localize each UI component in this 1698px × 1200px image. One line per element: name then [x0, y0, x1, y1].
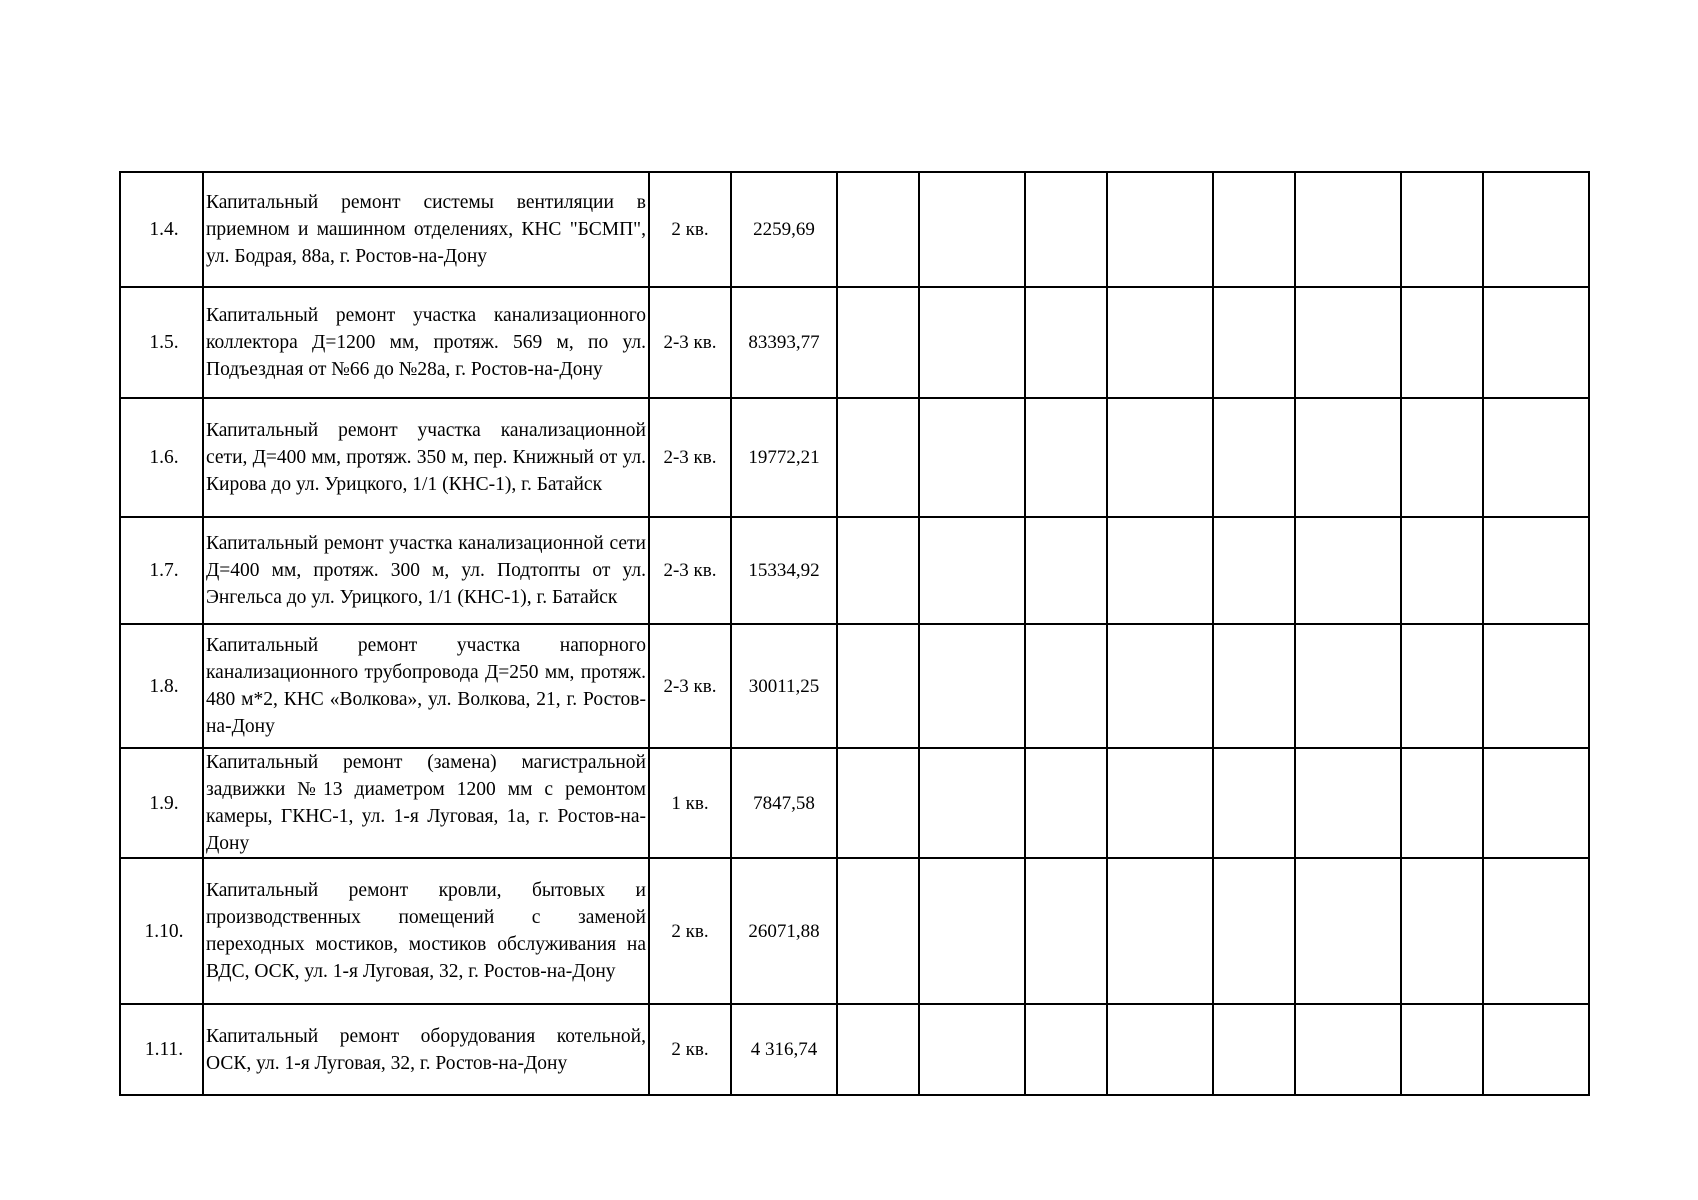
row-number: 1.8.: [120, 624, 203, 748]
amount-cell: 26071,88: [731, 858, 837, 1004]
amount-cell: 4 316,74: [731, 1004, 837, 1095]
empty-cell: [1213, 398, 1295, 517]
empty-cell: [1295, 748, 1401, 858]
work-description: Капитальный ремонт участка канализационной сети Д=400 мм, протяж. 300 м, ул. Подтопты от ул. Энгельса до ул. Урицкого, 1/1 (КНС-1), г. Батайск: [203, 517, 649, 624]
empty-cell: [1025, 287, 1107, 398]
empty-cell: [1107, 624, 1213, 748]
table-row: [120, 172, 1589, 287]
table-row: [120, 624, 1589, 748]
empty-cell: [1025, 748, 1107, 858]
work-description: Капитальный ремонт оборудования котельной, ОСК, ул. 1-я Луговая, 32, г. Ростов-на-Дону: [203, 1004, 649, 1095]
empty-cell: [1025, 1004, 1107, 1095]
empty-cell: [1107, 517, 1213, 624]
quarter-cell: 2-3 кв.: [649, 398, 731, 517]
table-row: [120, 748, 1589, 858]
empty-cell: [1483, 748, 1589, 858]
work-description: Капитальный ремонт участка канализационного коллектора Д=1200 мм, протяж. 569 м, по ул. Подъездная от №66 до №28а, г. Ростов-на-Дону: [203, 287, 649, 398]
table-row: [120, 858, 1589, 1004]
empty-cell: [1213, 624, 1295, 748]
empty-cell: [1213, 1004, 1295, 1095]
table-row: [120, 398, 1589, 517]
table-row: [120, 517, 1589, 624]
amount-cell: 2259,69: [731, 172, 837, 287]
empty-cell: [1295, 1004, 1401, 1095]
empty-cell: [1107, 398, 1213, 517]
empty-cell: [919, 858, 1025, 1004]
quarter-cell: 2-3 кв.: [649, 287, 731, 398]
work-description: Капитальный ремонт участка напорного канализационного трубопровода Д=250 мм, протяж. 480 м*2, КНС «Волкова», ул. Волкова, 21, г. Ростов-на-Дону: [203, 624, 649, 748]
empty-cell: [1025, 624, 1107, 748]
table-row: [120, 1004, 1589, 1095]
empty-cell: [919, 172, 1025, 287]
row-number: 1.6.: [120, 398, 203, 517]
empty-cell: [837, 1004, 919, 1095]
empty-cell: [1483, 624, 1589, 748]
empty-cell: [1107, 858, 1213, 1004]
quarter-cell: 2 кв.: [649, 858, 731, 1004]
empty-cell: [919, 287, 1025, 398]
empty-cell: [1401, 858, 1483, 1004]
work-description: Капитальный ремонт (замена) магистральной задвижки №13 диаметром 1200 мм с ремонтом камеры, ГКНС-1, ул. 1-я Луговая, 1а, г. Ростов-на-Дону: [203, 748, 649, 858]
empty-cell: [1213, 748, 1295, 858]
empty-cell: [919, 624, 1025, 748]
amount-cell: 30011,25: [731, 624, 837, 748]
empty-cell: [1295, 517, 1401, 624]
empty-cell: [1213, 858, 1295, 1004]
empty-cell: [919, 517, 1025, 624]
quarter-cell: 2 кв.: [649, 1004, 731, 1095]
empty-cell: [1401, 748, 1483, 858]
table-row: [120, 287, 1589, 398]
empty-cell: [1401, 398, 1483, 517]
empty-cell: [837, 858, 919, 1004]
work-description: Капитальный ремонт системы вентиляции в приемном и машинном отделениях, КНС "БСМП", ул. Бодрая, 88а, г. Ростов-на-Дону: [203, 172, 649, 287]
empty-cell: [1025, 398, 1107, 517]
empty-cell: [837, 172, 919, 287]
empty-cell: [1483, 172, 1589, 287]
empty-cell: [1483, 858, 1589, 1004]
empty-cell: [1107, 748, 1213, 858]
empty-cell: [837, 748, 919, 858]
row-number: 1.4.: [120, 172, 203, 287]
empty-cell: [1483, 287, 1589, 398]
empty-cell: [919, 1004, 1025, 1095]
amount-cell: 15334,92: [731, 517, 837, 624]
empty-cell: [919, 398, 1025, 517]
empty-cell: [1401, 517, 1483, 624]
row-number: 1.9.: [120, 748, 203, 858]
quarter-cell: 1 кв.: [649, 748, 731, 858]
empty-cell: [1295, 624, 1401, 748]
empty-cell: [1107, 172, 1213, 287]
amount-cell: 19772,21: [731, 398, 837, 517]
empty-cell: [1401, 624, 1483, 748]
works-table: [119, 171, 1590, 1096]
row-number: 1.7.: [120, 517, 203, 624]
quarter-cell: 2-3 кв.: [649, 624, 731, 748]
empty-cell: [1213, 517, 1295, 624]
empty-cell: [837, 398, 919, 517]
empty-cell: [1295, 287, 1401, 398]
empty-cell: [1025, 858, 1107, 1004]
empty-cell: [1107, 287, 1213, 398]
empty-cell: [1401, 172, 1483, 287]
empty-cell: [1483, 1004, 1589, 1095]
empty-cell: [1025, 517, 1107, 624]
empty-cell: [1107, 1004, 1213, 1095]
empty-cell: [1483, 398, 1589, 517]
empty-cell: [1295, 398, 1401, 517]
empty-cell: [837, 624, 919, 748]
empty-cell: [1295, 858, 1401, 1004]
row-number: 1.11.: [120, 1004, 203, 1095]
work-description: Капитальный ремонт участка канализационной сети, Д=400 мм, протяж. 350 м, пер. Книжный от ул. Кирова до ул. Урицкого, 1/1 (КНС-1), г. Батайск: [203, 398, 649, 517]
empty-cell: [837, 517, 919, 624]
row-number: 1.5.: [120, 287, 203, 398]
empty-cell: [1213, 172, 1295, 287]
amount-cell: 83393,77: [731, 287, 837, 398]
work-description: Капитальный ремонт кровли, бытовых и производственных помещений с заменой переходных мостиков, мостиков обслуживания на ВДС, ОСК, ул. 1-я Луговая, 32, г. Ростов-на-Дону: [203, 858, 649, 1004]
empty-cell: [1213, 287, 1295, 398]
row-number: 1.10.: [120, 858, 203, 1004]
empty-cell: [919, 748, 1025, 858]
amount-cell: 7847,58: [731, 748, 837, 858]
empty-cell: [1483, 517, 1589, 624]
quarter-cell: 2-3 кв.: [649, 517, 731, 624]
empty-cell: [1401, 287, 1483, 398]
empty-cell: [1295, 172, 1401, 287]
quarter-cell: 2 кв.: [649, 172, 731, 287]
empty-cell: [1401, 1004, 1483, 1095]
empty-cell: [1025, 172, 1107, 287]
empty-cell: [837, 287, 919, 398]
